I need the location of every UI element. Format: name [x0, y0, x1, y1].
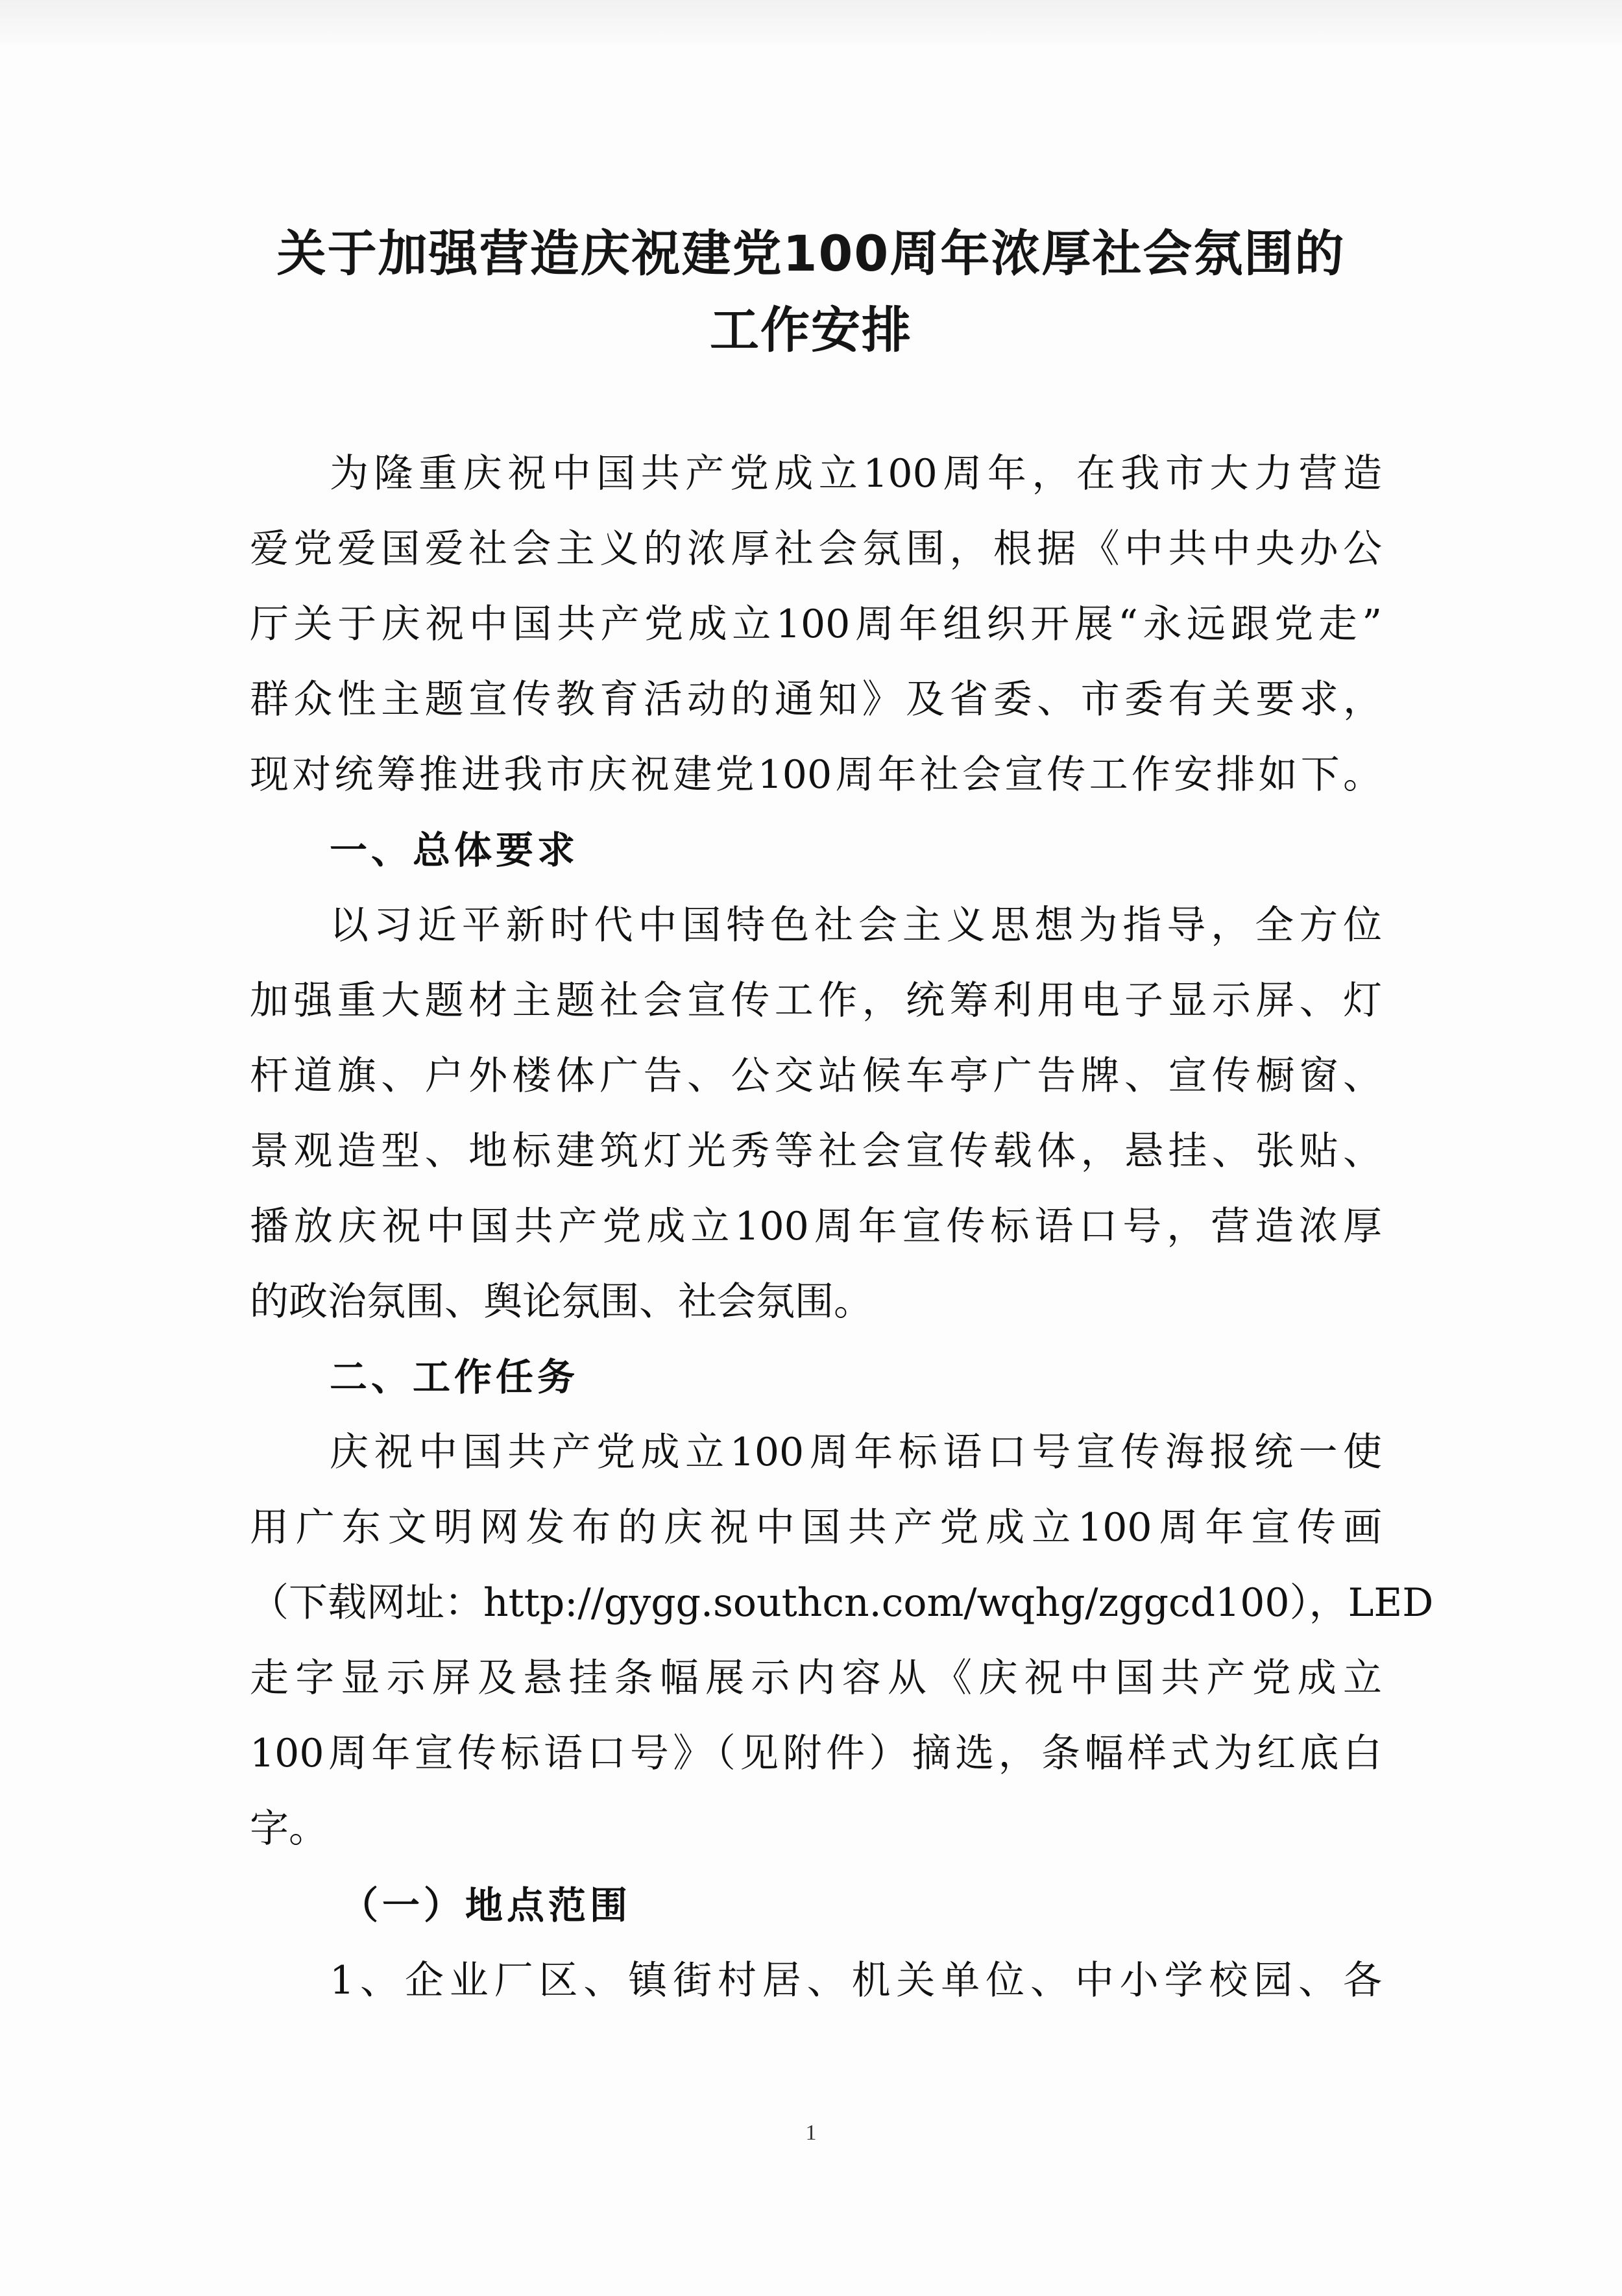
- subsection-heading-location-scope: （一）地点范围: [341, 1883, 632, 1927]
- section1-line: 的政治氛围、舆论氛围、社会氛围。: [250, 1279, 873, 1325]
- section1-line: 景观造型、地标建筑灯光秀等社会宣传载体，悬挂、张贴、: [250, 1129, 1382, 1174]
- section-heading-work-tasks: 二、工作任务: [330, 1355, 579, 1399]
- intro-line: 群众性主题宣传教育活动的通知》及省委、市委有关要求，: [250, 677, 1382, 722]
- section2-line: 字。: [250, 1806, 328, 1851]
- document-title-line-2: 工作安排: [710, 301, 912, 359]
- intro-line: 现对统筹推进我市庆祝建党100周年社会宣传工作安排如下。: [250, 752, 1382, 798]
- section2-line: 用广东文明网发布的庆祝中国共产党成立100周年宣传画: [250, 1505, 1382, 1550]
- section1-line: 杆道旗、户外楼体广告、公交站候车亭广告牌、宣传橱窗、: [250, 1053, 1382, 1099]
- subsection1-line: 1、企业厂区、镇街村居、机关单位、中小学校园、各: [330, 1958, 1382, 2003]
- document-title-line-1: 关于加强营造庆祝建党100周年浓厚社会氛围的: [276, 225, 1346, 282]
- section2-line: 庆祝中国共产党成立100周年标语口号宣传海报统一使: [330, 1430, 1382, 1475]
- section-heading-overall-requirements: 一、总体要求: [330, 828, 579, 872]
- section1-line: 加强重大题材主题社会宣传工作，统筹利用电子显示屏、灯: [250, 978, 1382, 1023]
- section1-line: 以习近平新时代中国特色社会主义思想为指导，全方位: [330, 903, 1382, 948]
- intro-line: 厅关于庆祝中国共产党成立100周年组织开展“永远跟党走”: [250, 602, 1382, 647]
- intro-line: 爱党爱国爱社会主义的浓厚社会氛围，根据《中共中央办公: [250, 526, 1382, 572]
- section2-line-url: （下载网址：http://gygg.southcn.com/wqhg/zggcd100），LED: [250, 1580, 1434, 1626]
- page-number: 1: [805, 2121, 817, 2145]
- scan-shadow: [0, 0, 1622, 45]
- section2-line: 走字显示屏及悬挂条幅展示内容从《庆祝中国共产党成立: [250, 1655, 1382, 1701]
- intro-line: 为隆重庆祝中国共产党成立100周年，在我市大力营造: [330, 451, 1382, 496]
- section2-line: 100周年宣传标语口号》（见附件）摘选，条幅样式为红底白: [250, 1731, 1382, 1776]
- section1-line: 播放庆祝中国共产党成立100周年宣传标语口号，营造浓厚: [250, 1204, 1382, 1249]
